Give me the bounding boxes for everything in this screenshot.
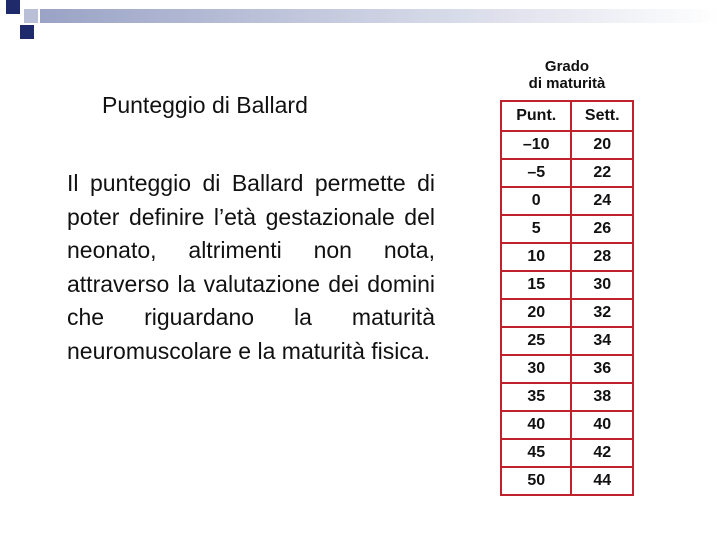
table-row — [501, 215, 633, 243]
deco-square-light — [24, 9, 38, 23]
score-cell: 25 — [501, 327, 571, 355]
score-cell: 30 — [501, 355, 571, 383]
table-row — [501, 271, 633, 299]
maturity-table — [500, 100, 634, 496]
table-row — [501, 467, 633, 495]
score-cell: 35 — [501, 383, 571, 411]
maturity-table-block — [500, 58, 634, 496]
column-header-score: Punt. — [501, 101, 571, 131]
slide-title: Punteggio di Ballard — [102, 92, 308, 118]
weeks-cell: 20 — [571, 131, 633, 159]
slide-decoration — [0, 0, 720, 45]
score-cell: 5 — [501, 215, 571, 243]
score-cell: 50 — [501, 467, 571, 495]
table-row — [501, 383, 633, 411]
weeks-cell: 30 — [571, 271, 633, 299]
weeks-cell: 36 — [571, 355, 633, 383]
score-cell: 40 — [501, 411, 571, 439]
table-row — [501, 299, 633, 327]
table-title — [500, 58, 634, 92]
table-row — [501, 411, 633, 439]
weeks-cell: 42 — [571, 439, 633, 467]
table-row — [501, 327, 633, 355]
column-header-weeks: Sett. — [571, 101, 633, 131]
table-row — [501, 243, 633, 271]
score-cell: 45 — [501, 439, 571, 467]
table-title-line: Grado — [544, 58, 590, 75]
table-row — [501, 439, 633, 467]
table-row — [501, 355, 633, 383]
score-cell: –5 — [501, 159, 571, 187]
deco-square-dark — [6, 0, 20, 14]
weeks-cell: 26 — [571, 215, 633, 243]
weeks-cell: 22 — [571, 159, 633, 187]
weeks-cell: 34 — [571, 327, 633, 355]
weeks-cell: 40 — [571, 411, 633, 439]
weeks-cell: 32 — [571, 299, 633, 327]
table-body — [501, 131, 633, 495]
header-gradient-bar — [40, 9, 720, 23]
deco-square-dark — [20, 25, 34, 39]
score-cell: –10 — [501, 131, 571, 159]
weeks-cell: 44 — [571, 467, 633, 495]
weeks-cell: 28 — [571, 243, 633, 271]
table-row — [501, 159, 633, 187]
table-row — [501, 187, 633, 215]
score-cell: 20 — [501, 299, 571, 327]
weeks-cell: 38 — [571, 383, 633, 411]
weeks-cell: 24 — [571, 187, 633, 215]
score-cell: 15 — [501, 271, 571, 299]
score-cell: 10 — [501, 243, 571, 271]
table-row — [501, 131, 633, 159]
score-cell: 0 — [501, 187, 571, 215]
slide-body-text: Il punteggio di Ballard permette di poter definire l’età gestazionale del neonato, altrimenti non nota, attraverso la valutazione dei domini che riguardano la maturità neuromuscolare e la maturità fisica. — [67, 170, 435, 364]
table-title-line: di maturità — [528, 75, 606, 92]
table-header-row — [501, 101, 633, 131]
